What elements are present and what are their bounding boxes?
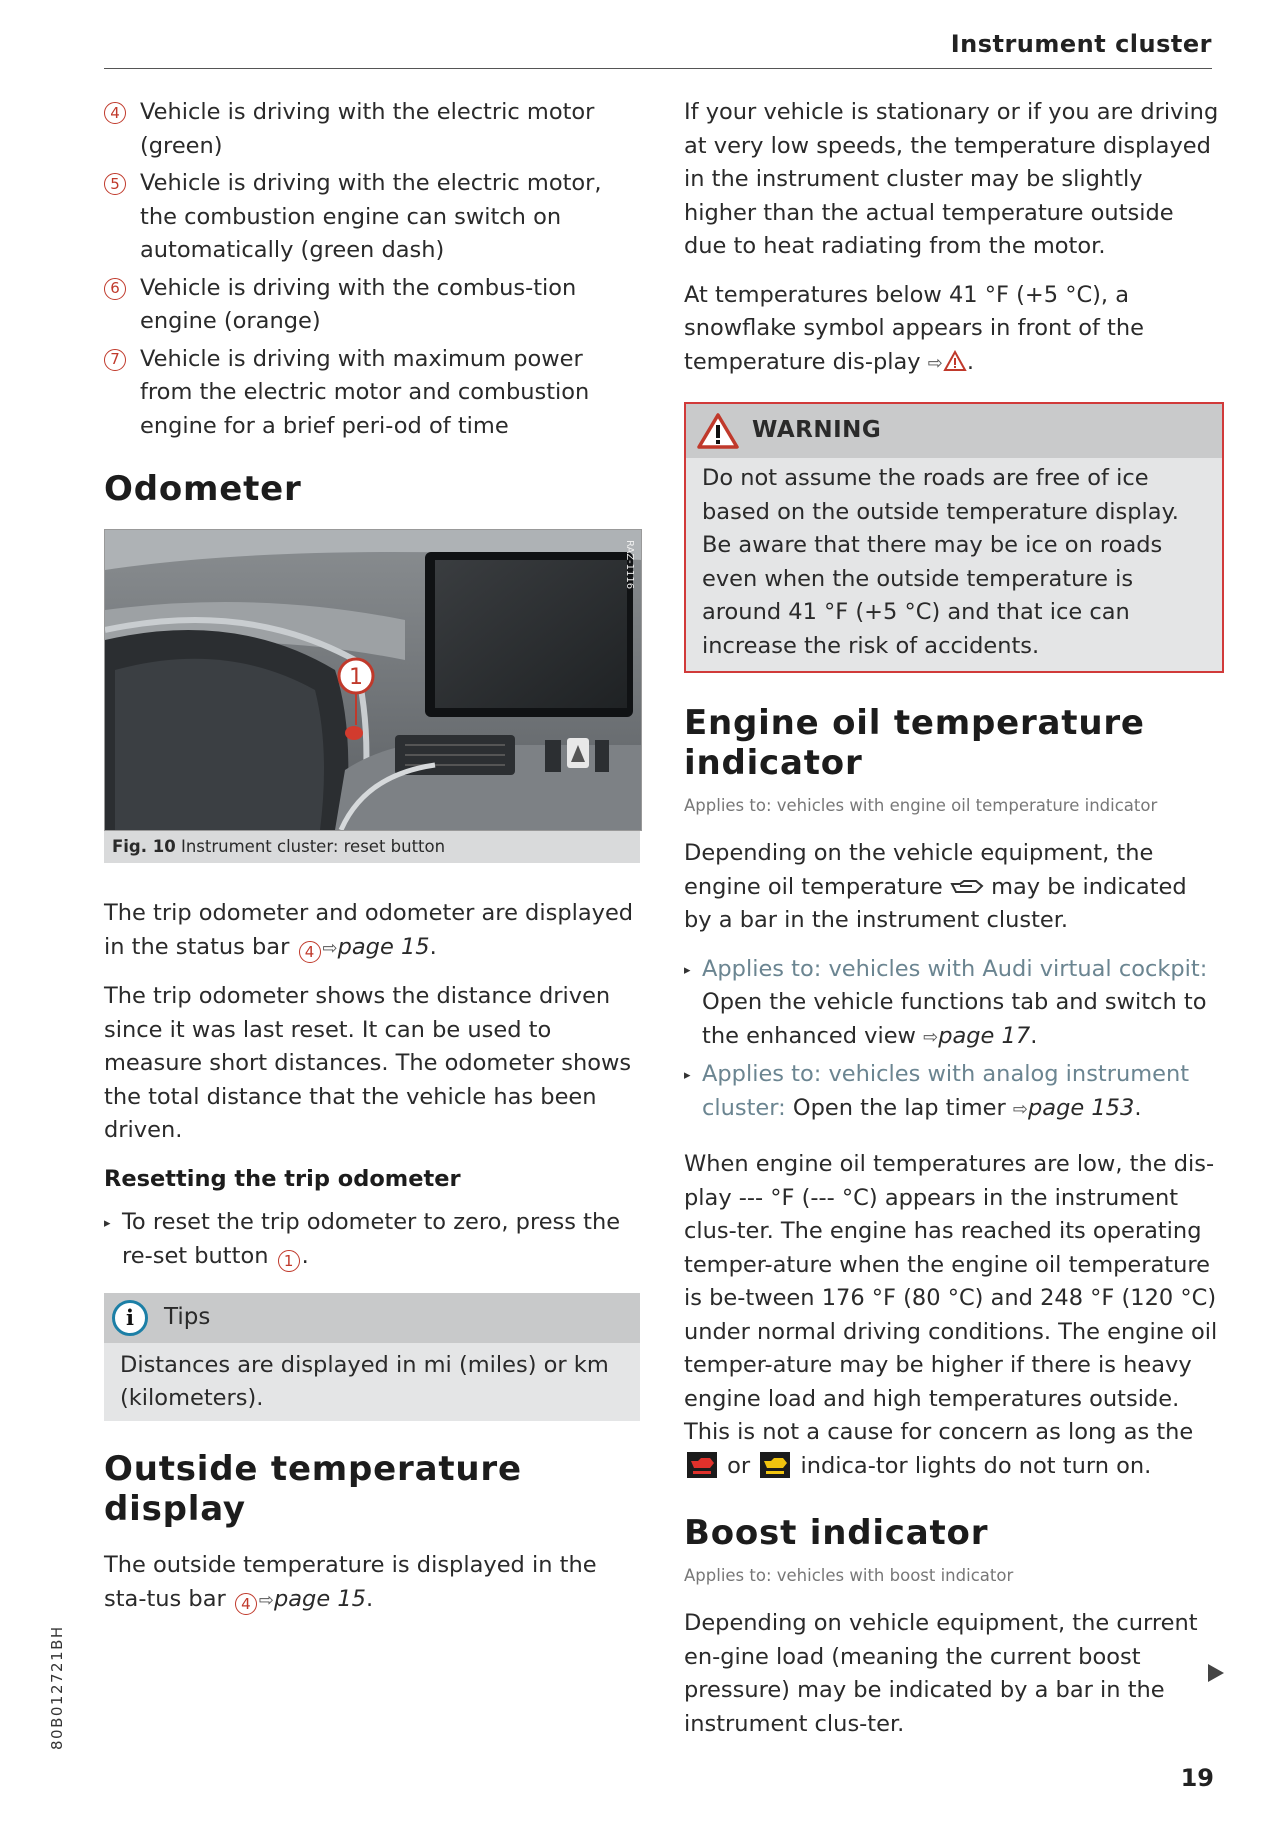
document-code: 80B012721BH xyxy=(48,1625,66,1750)
bullet-item xyxy=(684,1058,1220,1126)
instrument-cluster-figure xyxy=(104,529,642,831)
page-reference[interactable]: page 153 xyxy=(1028,1094,1135,1121)
text: or xyxy=(727,1452,751,1479)
callout-number: 7 xyxy=(104,349,126,371)
text: Open the vehicle functions tab and switch to the enhanced view xyxy=(702,989,1207,1049)
right-column xyxy=(684,96,1220,1756)
figure-caption-text: Instrument cluster: reset button xyxy=(180,837,446,856)
boost-heading: Boost indicator xyxy=(684,1513,989,1553)
text: The trip odometer and odometer are displayed in the status bar xyxy=(104,900,634,960)
figure-callout: 1 xyxy=(349,665,363,690)
text: . xyxy=(1030,1022,1038,1049)
applies-note: Applies to: vehicles with analog instrument cluster: xyxy=(702,1061,1190,1121)
warning-header xyxy=(686,404,1222,458)
reset-instruction xyxy=(104,1206,640,1273)
red-oil-temperature-lamp-icon xyxy=(687,1452,717,1478)
callout-number: 4 xyxy=(104,102,126,124)
arrow-icon: ⇨ xyxy=(923,1026,939,1048)
bullet-icon: ▸ xyxy=(684,962,691,978)
list-item-text: Vehicle is driving with maximum power from the electric motor and combustion engine for a brief peri-od of time xyxy=(140,345,590,439)
figure-code: RAZ-1116 xyxy=(624,540,635,590)
warning-triangle-icon xyxy=(943,350,967,372)
tips-body: Distances are displayed in mi (miles) or km (kilometers). xyxy=(104,1343,640,1421)
text: . xyxy=(429,933,437,960)
text: The outside temperature is displayed in the sta-tus bar xyxy=(104,1552,597,1612)
text: may be indicated by a bar in the instrument cluster. xyxy=(684,873,1187,933)
list-item xyxy=(104,96,640,163)
odometer-paragraph-1 xyxy=(104,897,640,965)
page-reference[interactable]: page 15 xyxy=(273,1585,366,1612)
warning-box xyxy=(684,402,1224,673)
warning-title: WARNING xyxy=(752,417,882,444)
engine-oil-heading: Engine oil temperature indicator xyxy=(684,703,1145,783)
page-reference[interactable]: page 15 xyxy=(337,933,430,960)
bullet-icon: ▸ xyxy=(684,1068,691,1083)
temperature-paragraph-2 xyxy=(684,279,1220,381)
engine-oil-bullets xyxy=(684,953,1220,1127)
warning-body: Do not assume the roads are free of ice based on the outside temperature display. Be aware that there may be ice on roads even when the outside temperature is around 41 °F (+5 °C) and that ice can increase the risk of accidents. xyxy=(686,458,1222,671)
left-column xyxy=(104,96,640,1632)
tips-title: Tips xyxy=(164,1304,211,1331)
list-item xyxy=(104,272,640,339)
text: . xyxy=(365,1585,374,1612)
tips-header xyxy=(104,1293,640,1343)
reset-heading: Resetting the trip odometer xyxy=(104,1165,461,1192)
boost-paragraph: Depending on vehicle equipment, the current en-gine load (meaning the current boost pressure) may be indicated by a bar in the instrument clus-ter. xyxy=(684,1610,1198,1737)
page-header xyxy=(104,24,1212,69)
callout-number: 1 xyxy=(278,1250,300,1272)
applies-note: Applies to: vehicles with Audi virtual cockpit: xyxy=(702,955,1208,982)
list-item-text: Vehicle is driving with the combus-tion engine (orange) xyxy=(140,274,577,334)
outside-temperature-paragraph xyxy=(104,1549,640,1617)
text: . xyxy=(966,348,974,375)
list-item-text: Vehicle is driving with the electric motor (green) xyxy=(140,99,595,159)
bullet-icon: ▸ xyxy=(104,1216,111,1231)
engine-oil-paragraph-1 xyxy=(684,837,1220,938)
text: indica-tor lights do not turn on. xyxy=(800,1452,1152,1479)
bullet-text xyxy=(702,1058,1220,1126)
list-item xyxy=(104,343,640,444)
text: At temperatures below 41 °F (+5 °C), a snowflake symbol appears in front of the temperature dis-play xyxy=(684,281,1144,375)
figure-caption xyxy=(104,831,640,863)
text: Depending on the vehicle equipment, the engine oil temperature xyxy=(684,840,1154,900)
text: To reset the trip odometer to zero, press the re-set button xyxy=(122,1209,621,1269)
bullet-text xyxy=(702,953,1220,1055)
numbered-list xyxy=(104,96,640,443)
info-icon: i xyxy=(112,1300,148,1336)
page-number: 19 xyxy=(1180,1764,1214,1792)
page-reference[interactable]: page 17 xyxy=(938,1022,1031,1049)
bullet-text xyxy=(122,1206,640,1273)
tips-box xyxy=(104,1293,640,1421)
arrow-icon: ⇨ xyxy=(1012,1098,1029,1120)
list-item-text: Vehicle is driving with the electric motor, the combustion engine can switch on automatically (green dash) xyxy=(140,170,602,263)
figure-label: Fig. 10 xyxy=(112,837,176,856)
engine-oil-applies: Applies to: vehicles with engine oil temperature indicator xyxy=(684,796,1158,815)
warning-triangle-icon xyxy=(696,412,740,450)
text: Open the lap timer xyxy=(792,1094,1006,1121)
callout-number: 4 xyxy=(235,1593,257,1615)
callout-number: 6 xyxy=(104,278,126,300)
oil-temperature-icon xyxy=(950,878,984,896)
odometer-paragraph-2: The trip odometer shows the distance driven since it was last reset. It can be used to measure short distances. The odometer shows the total distance that the vehicle has been driven. xyxy=(104,983,632,1143)
text: When engine oil temperatures are low, the dis-play --- °F (--- °C) appears in the instrument clus-ter. The engine has reached its operating temper-ature when the engine oil temperature is be-tween 176 °F (80 °C) and 248 °F (120 °C) under normal driving conditions. The engine oil temper-ature may be higher if there is heavy engine load and high temperatures outside. This is not a cause for concern as long as the xyxy=(684,1151,1218,1445)
arrow-icon: ⇨ xyxy=(927,352,943,374)
callout-number: 5 xyxy=(104,173,126,195)
arrow-icon: ⇨ xyxy=(322,937,338,959)
bullet-item xyxy=(684,953,1220,1055)
engine-oil-paragraph-2 xyxy=(684,1148,1220,1483)
callout-number: 4 xyxy=(299,941,321,963)
arrow-icon: ⇨ xyxy=(258,1589,274,1611)
list-item xyxy=(104,167,640,268)
text: . xyxy=(1134,1094,1142,1121)
text: . xyxy=(301,1242,309,1269)
dashboard-illustration xyxy=(105,530,641,830)
outside-temperature-heading: Outside temperature display xyxy=(104,1449,522,1529)
yellow-oil-temperature-lamp-icon xyxy=(760,1452,790,1478)
odometer-heading: Odometer xyxy=(104,469,302,509)
continue-arrow-icon xyxy=(1208,1664,1224,1682)
boost-applies: Applies to: vehicles with boost indicator xyxy=(684,1566,1014,1585)
section-title: Instrument cluster xyxy=(950,30,1212,58)
temperature-paragraph-1: If your vehicle is stationary or if you are driving at very low speeds, the temperature displayed in the instrument cluster may be slightly higher than the actual temperature outside due to heat radiating from the motor. xyxy=(684,99,1219,259)
